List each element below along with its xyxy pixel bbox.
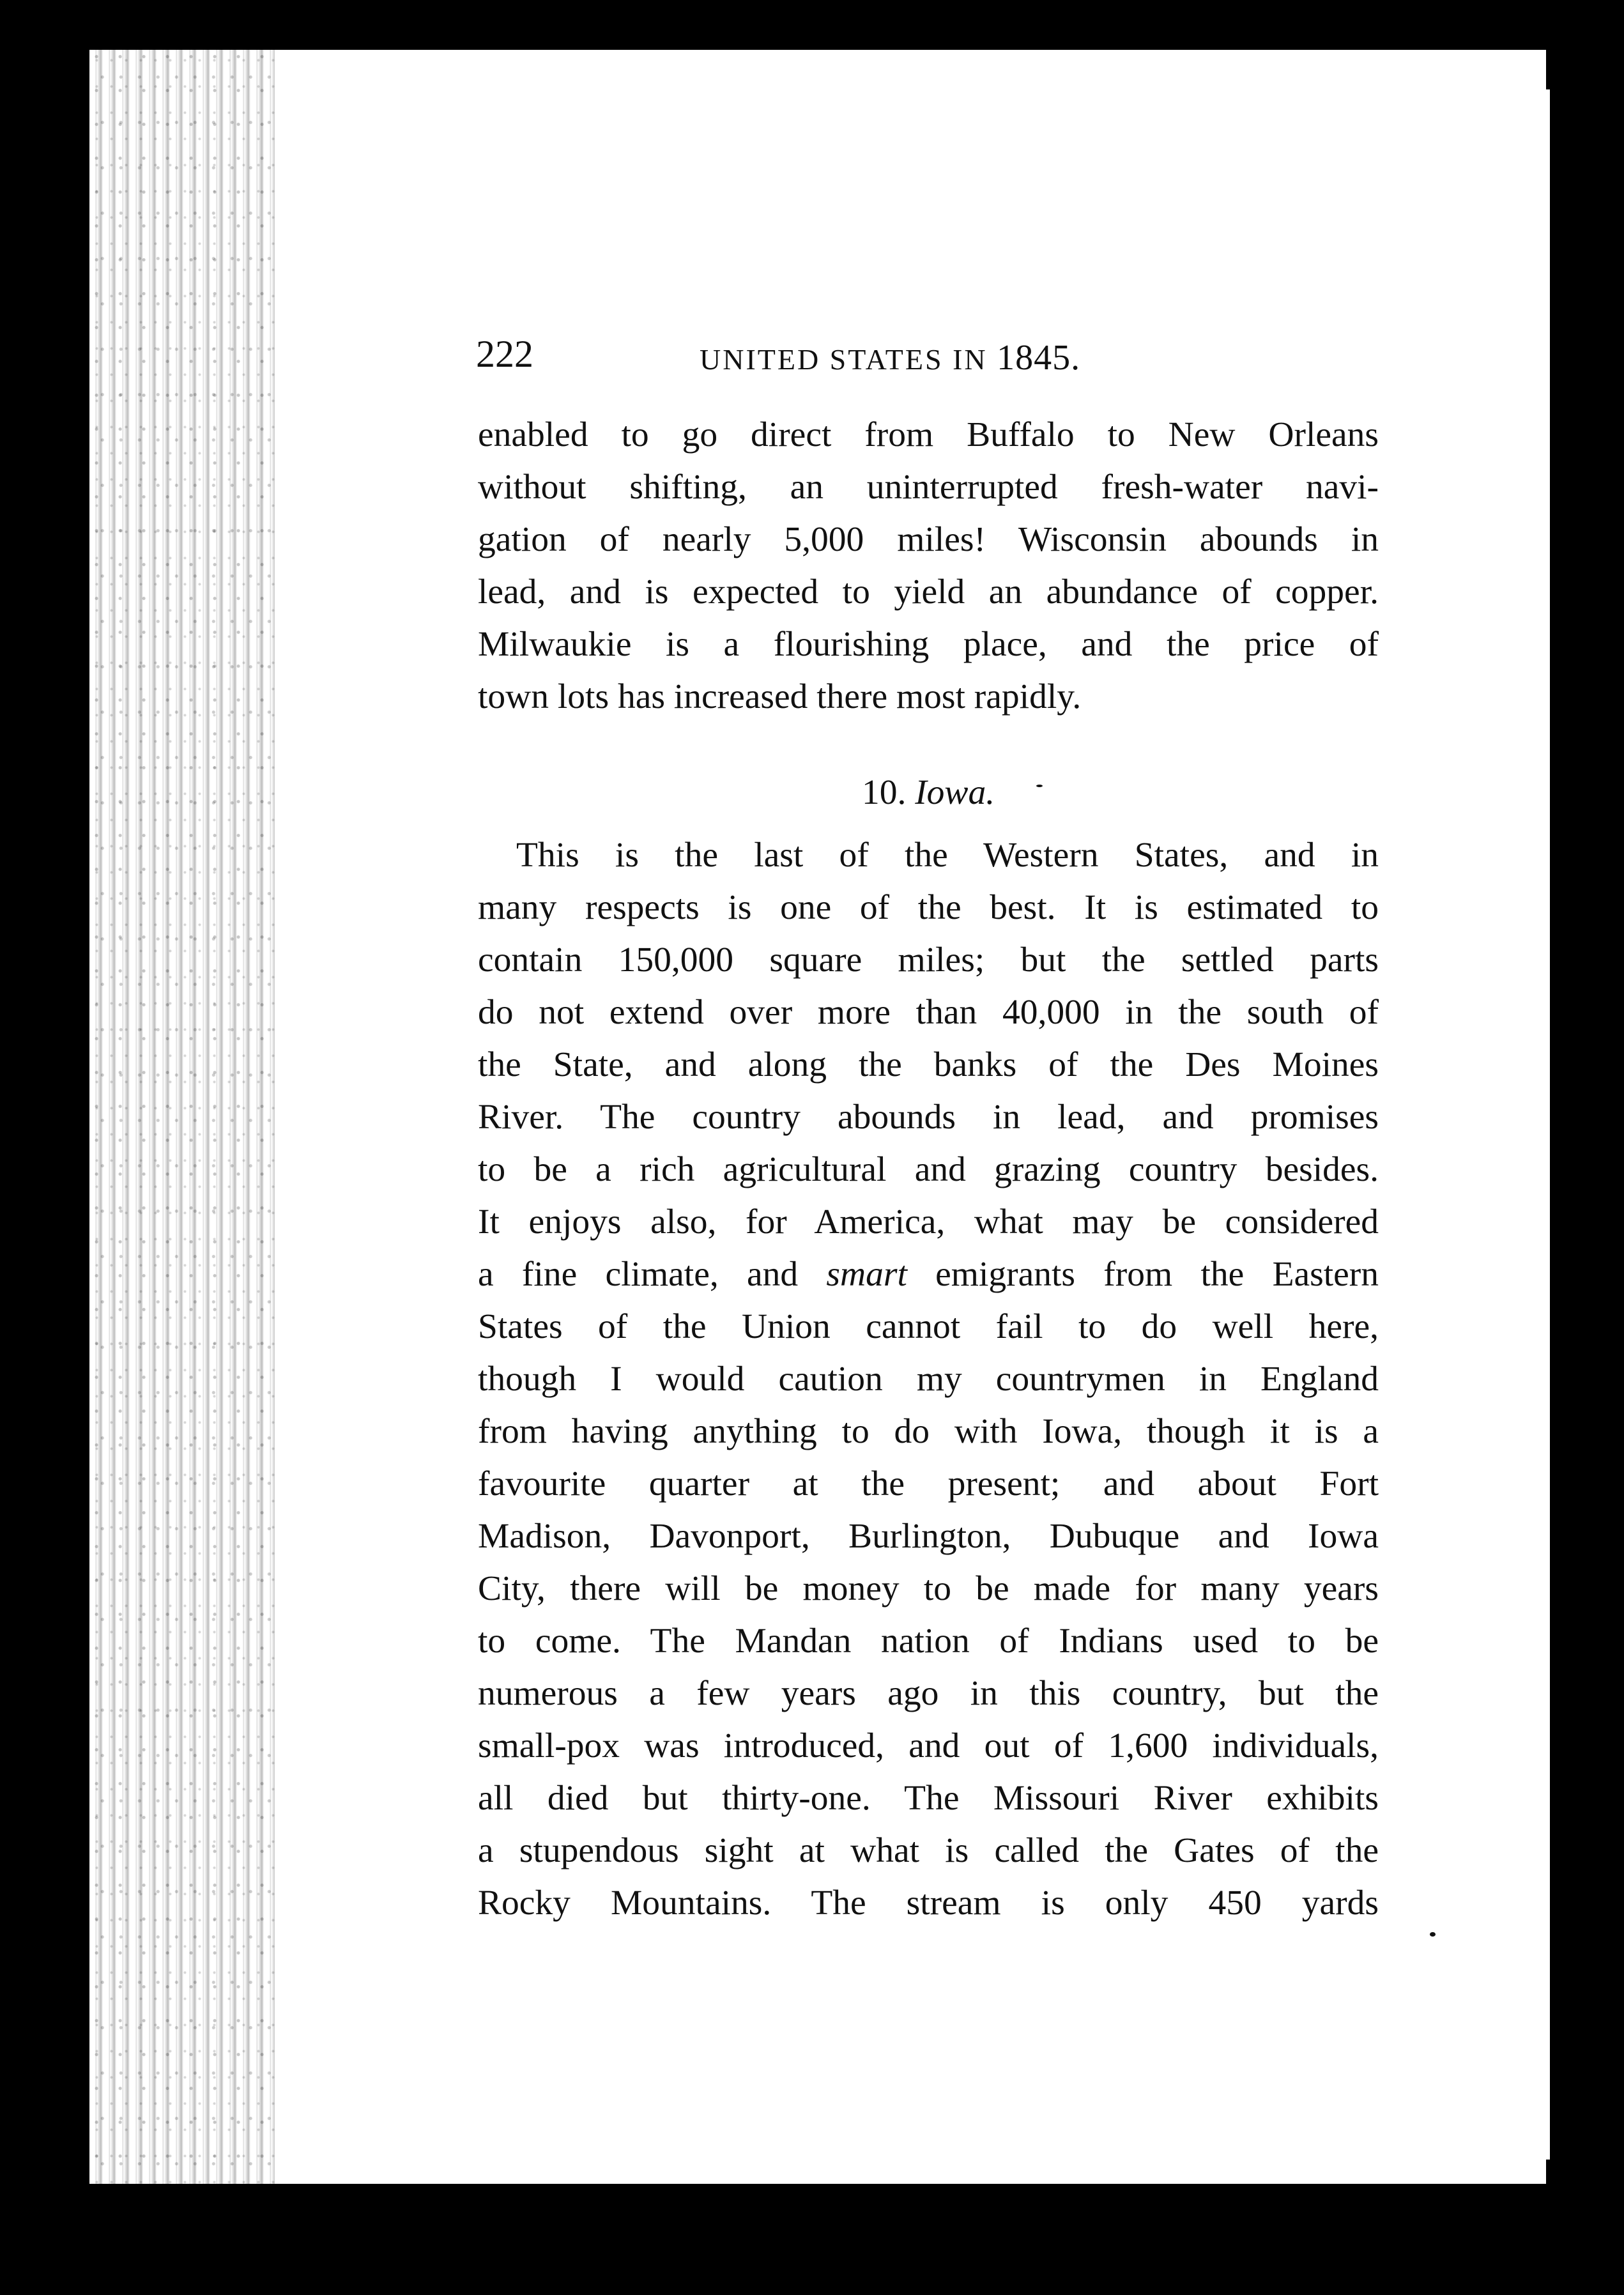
text-line: to come. The Mandan nation of Indians used to be [478,1622,1379,1661]
text-line: numerous a few years ago in this country, but the [478,1674,1379,1713]
page-header [476,332,1383,383]
text-line: States of the Union cannot fail to do well here, [478,1307,1379,1346]
section-number: 10. [861,773,907,812]
text-line: City, there will be money to be made for many years [478,1569,1379,1608]
text-line-with-italic: a fine climate, and smart emigrants from the Eastern [478,1255,1379,1294]
section-heading [478,767,1379,819]
text-line: River. The country abounds in lead, and promises [478,1098,1379,1137]
text-line: favourite quarter at the present; and about Fort [478,1464,1379,1503]
text-line: a stupendous sight at what is called the Gates of the [478,1831,1379,1870]
text-line: It enjoys also, for America, what may be considered [478,1202,1379,1241]
text-line: from having anything to do with Iowa, though it is a [478,1412,1379,1451]
running-head [700,337,1080,378]
text-line: Milwaukie is a flourishing place, and the price of [478,625,1379,664]
section-title: Iowa. [915,773,995,812]
text-line: many respects is one of the best. It is estimated to [478,888,1379,927]
text-line: though I would caution my countrymen in England [478,1360,1379,1399]
text-line: enabled to go direct from Buffalo to New Orleans [478,415,1379,454]
ink-speck [1430,1932,1436,1937]
text-line: contain 150,000 square miles; but the settled parts [478,940,1379,979]
page-number: 222 [476,333,533,375]
running-head-text: UNITED STATES IN [700,343,988,376]
italic-word: smart [826,1255,907,1294]
text-line: Madison, Davonport, Burlington, Dubuque and Iowa [478,1517,1379,1556]
text-line: This is the last of the Western States, and in [516,836,1379,875]
text-line: do not extend over more than 40,000 in the south of [478,993,1379,1032]
text-line: small-pox was introduced, and out of 1,600 individuals, [478,1726,1379,1765]
text-line: all died but thirty-one. The Missouri River exhibits [478,1779,1379,1818]
text-line: town lots has increased there most rapidly. [478,677,1082,716]
text-line: Rocky Mountains. The stream is only 450 yards [478,1884,1379,1923]
running-head-year: 1845. [997,338,1081,378]
adjacent-page-edge [1546,89,1588,2160]
ink-speck [1036,785,1043,787]
paragraph-1 [478,409,1379,723]
page-edges [89,50,294,2184]
text-line: the State, and along the banks of the Des Moines [478,1045,1379,1084]
paragraph-2 [478,829,1379,1930]
text-line: without shifting, an uninterrupted fresh-water navi- [478,468,1379,507]
text-line: gation of nearly 5,000 miles! Wisconsin abounds in [478,520,1379,559]
text-line: lead, and is expected to yield an abundance of copper. [478,572,1379,611]
text-line: to be a rich agricultural and grazing country besides. [478,1150,1379,1189]
